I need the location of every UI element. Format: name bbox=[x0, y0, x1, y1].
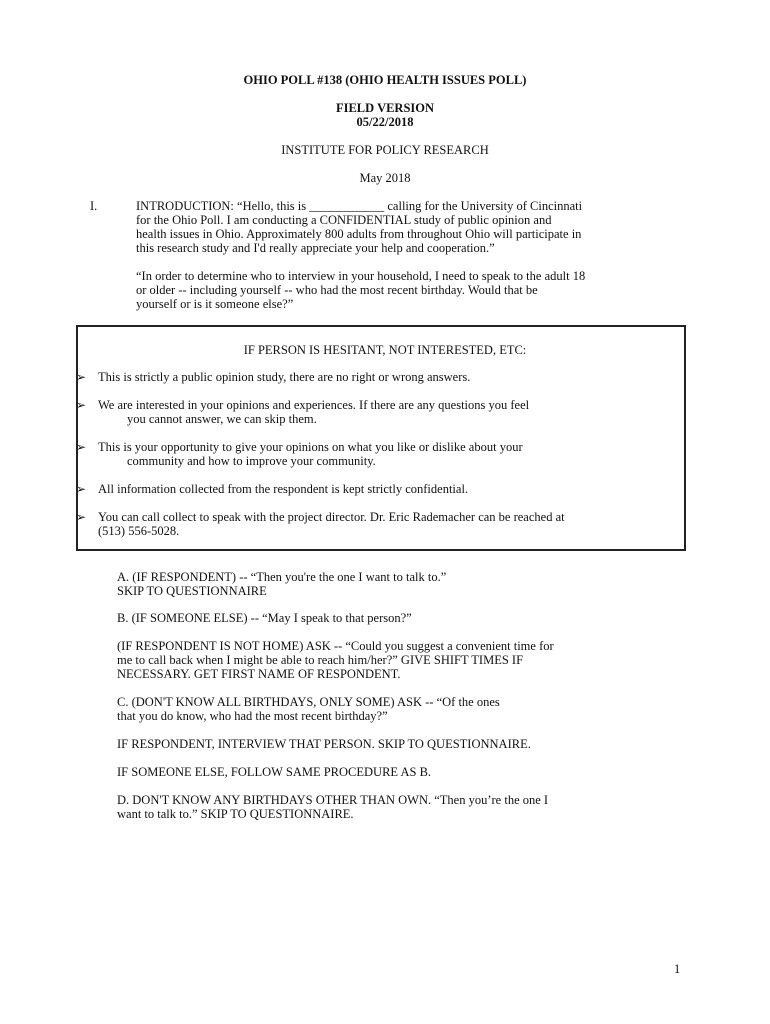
list-item-text: This is strictly a public opinion study, there are no right or wrong answers. bbox=[98, 370, 471, 384]
instruction-if-someone-else: IF SOMEONE ELSE, FOLLOW SAME PROCEDURE AS B. bbox=[117, 765, 432, 779]
list-item-text: This is your opportunity to give your opinions on what you like or dislike about your bbox=[98, 440, 523, 454]
list-item-continuation: (513) 556-5028. bbox=[98, 524, 180, 538]
arrow-bullet-icon: ➢ bbox=[76, 482, 87, 496]
arrow-bullet-icon: ➢ bbox=[76, 510, 87, 524]
selection-paragraph: “In order to determine who to interview in your household, I need to speak to the adult 18 or older -- including yourself -- who had the most recent birthday. Would that be yourself or is it someone else?” bbox=[136, 269, 586, 311]
list-item-text: All information collected from the respondent is kept strictly confidential. bbox=[98, 482, 469, 496]
instruction-c: C. (DON'T KNOW ALL BIRTHDAYS, ONLY SOME) ASK -- “Of the ones that you do know, who had the most recent birthday?” bbox=[117, 695, 500, 723]
intro-first-line: INTRODUCTION: “Hello, this is ____________ calling for the University of Cincinnati bbox=[136, 199, 583, 213]
version-date: 05/22/2018 bbox=[356, 115, 414, 129]
list-item-continuation: you cannot answer, we can skip them. bbox=[127, 412, 317, 426]
list-item-continuation: community and how to improve your community. bbox=[127, 454, 376, 468]
list-item-text: You can call collect to speak with the project director. Dr. Eric Rademacher can be reached at bbox=[98, 510, 565, 524]
section-number: I. bbox=[90, 199, 98, 213]
arrow-bullet-icon: ➢ bbox=[76, 440, 87, 454]
page-number: 1 bbox=[674, 962, 681, 976]
version-label: FIELD VERSION bbox=[335, 101, 435, 115]
instruction-if-respondent: IF RESPONDENT, INTERVIEW THAT PERSON. SKIP TO QUESTIONNAIRE. bbox=[117, 737, 531, 751]
arrow-bullet-icon: ➢ bbox=[76, 370, 87, 384]
document-title: OHIO POLL #138 (OHIO HEALTH ISSUES POLL) bbox=[243, 73, 527, 87]
instruction-d: D. DON'T KNOW ANY BIRTHDAYS OTHER THAN OWN. “Then you’re the one I want to talk to.” SKIP TO QUESTIONNAIRE. bbox=[117, 793, 549, 821]
list-item-text: We are interested in your opinions and experiences. If there are any questions you feel bbox=[98, 398, 530, 412]
intro-paragraph: for the Ohio Poll. I am conducting a CONFIDENTIAL study of public opinion and health issues in Ohio. Approximately 800 adults from throughout Ohio will participate in this research study and I'd really appreciate your help and cooperation.” bbox=[136, 213, 582, 255]
instruction-b: B. (IF SOMEONE ELSE) -- “May I speak to that person?” bbox=[117, 611, 412, 625]
document-month: May 2018 bbox=[359, 171, 411, 185]
institute-name: INSTITUTE FOR POLICY RESEARCH bbox=[281, 143, 489, 157]
instruction-a: A. (IF RESPONDENT) -- “Then you're the one I want to talk to.” SKIP TO QUESTIONNAIRE bbox=[117, 570, 447, 598]
instruction-not-home: (IF RESPONDENT IS NOT HOME) ASK -- “Could you suggest a convenient time for me to call back when I might be able to reach him/her?” GIVE SHIFT TIMES IF NECESSARY. GET FIRST NAME OF RESPONDENT. bbox=[117, 639, 554, 681]
box-heading: IF PERSON IS HESITANT, NOT INTERESTED, ETC: bbox=[243, 343, 527, 357]
arrow-bullet-icon: ➢ bbox=[76, 398, 87, 412]
